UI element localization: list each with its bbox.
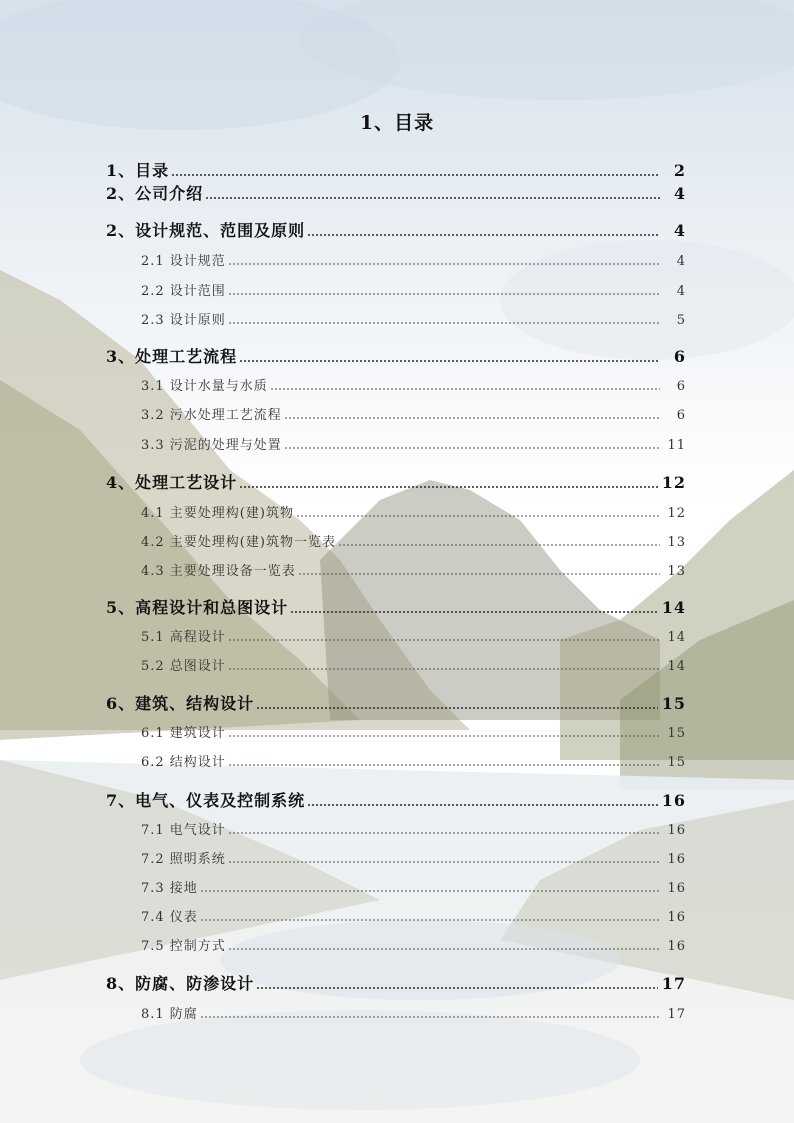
toc-entry-label: 4.3 主要处理设备一览表 [141, 564, 296, 579]
toc-section-entry[interactable] [141, 502, 686, 521]
toc-page-number: 16 [661, 791, 686, 810]
toc-entry-label: 4、处理工艺设计 [106, 473, 238, 492]
toc-entry-label: 7.3 接地 [141, 881, 198, 896]
toc-chapter-entry[interactable] [106, 218, 686, 241]
toc-page-number: 4 [676, 284, 686, 299]
toc-section-entry[interactable] [141, 935, 686, 954]
toc-entry-label: 2、设计规范、范围及原则 [106, 221, 306, 240]
toc-dot-leader [290, 595, 658, 618]
toc-page-number: 5 [676, 313, 686, 328]
toc-chapter-entry[interactable] [106, 344, 686, 367]
toc-dot-leader [228, 309, 660, 328]
toc-section-entry[interactable] [141, 655, 686, 674]
toc-entry-label: 3.2 污水处理工艺流程 [141, 408, 282, 423]
toc-entry-label: 6、建筑、结构设计 [106, 694, 255, 713]
toc-page-number: 12 [661, 473, 686, 492]
toc-entry-label: 4.2 主要处理构(建)筑物一览表 [141, 535, 336, 550]
toc-page-number: 13 [667, 535, 686, 550]
toc-entry-label: 7.1 电气设计 [141, 823, 226, 838]
toc-entry-label: 2、公司介绍 [106, 184, 204, 203]
toc-page-number: 6 [673, 347, 686, 366]
toc-dot-leader [228, 848, 660, 867]
toc-section-entry[interactable] [141, 280, 686, 299]
toc-entry-label: 7.4 仪表 [141, 910, 198, 925]
toc-dot-leader [239, 344, 660, 367]
toc-page-number: 16 [667, 881, 686, 896]
toc-dot-leader [200, 877, 660, 896]
toc-section-entry[interactable] [141, 819, 686, 838]
toc-dot-leader [228, 819, 660, 838]
toc-section-entry[interactable] [141, 250, 686, 269]
toc-dot-leader [284, 404, 660, 423]
toc-page-number: 6 [676, 379, 686, 394]
toc-chapter-entry[interactable] [106, 181, 686, 204]
toc-entry-label: 7.2 照明系统 [141, 852, 226, 867]
toc-section-entry[interactable] [141, 877, 686, 896]
toc-section-entry[interactable] [141, 404, 686, 423]
toc-chapter-entry[interactable] [106, 595, 686, 618]
toc-section-entry[interactable] [141, 375, 686, 394]
toc-dot-leader [256, 691, 658, 714]
toc-chapter-entry[interactable] [106, 788, 686, 811]
toc-dot-leader [256, 971, 658, 994]
toc-entry-label: 5、高程设计和总图设计 [106, 598, 289, 617]
toc-chapter-entry[interactable] [106, 158, 686, 181]
toc-entry-label: 1、目录 [106, 161, 170, 180]
toc-entry-label: 4.1 主要处理构(建)筑物 [141, 506, 294, 521]
toc-dot-leader [270, 375, 660, 394]
toc-page-number: 16 [667, 852, 686, 867]
toc-section-entry[interactable] [141, 626, 686, 645]
toc-page-number: 13 [667, 564, 686, 579]
toc-page-number: 2 [673, 161, 686, 180]
toc-dot-leader [228, 751, 660, 770]
toc-section-entry[interactable] [141, 722, 686, 741]
toc-page-number: 15 [661, 694, 686, 713]
toc-entry-label: 2.3 设计原则 [141, 313, 226, 328]
toc-chapter-entry[interactable] [106, 971, 686, 994]
toc-page-number: 11 [667, 438, 686, 453]
toc-section-entry[interactable] [141, 751, 686, 770]
toc-page-number: 14 [667, 630, 686, 645]
toc-dot-leader [228, 626, 660, 645]
toc-dot-leader [307, 218, 660, 241]
toc-page-number: 17 [661, 974, 686, 993]
toc-page-number: 15 [667, 755, 686, 770]
toc-dot-leader [228, 280, 660, 299]
toc-entry-label: 2.2 设计范围 [141, 284, 226, 299]
toc-dot-leader [200, 1003, 660, 1022]
toc-entry-label: 5.2 总图设计 [141, 659, 226, 674]
toc-dot-leader [298, 560, 660, 579]
toc-section-entry[interactable] [141, 560, 686, 579]
toc-section-entry[interactable] [141, 848, 686, 867]
toc-dot-leader [284, 434, 660, 453]
toc-dot-leader [228, 250, 660, 269]
toc-section-entry[interactable] [141, 1003, 686, 1022]
toc-dot-leader [228, 722, 660, 741]
page-title: 1、目录 [359, 112, 435, 134]
toc-section-entry[interactable] [141, 434, 686, 453]
toc-entry-label: 6.1 建筑设计 [141, 726, 226, 741]
toc-page-number: 16 [667, 823, 686, 838]
toc-section-entry[interactable] [141, 906, 686, 925]
toc-page-number: 17 [667, 1007, 686, 1022]
toc-dot-leader [239, 470, 658, 493]
toc-entry-label: 8.1 防腐 [141, 1007, 198, 1022]
toc-dot-leader [205, 181, 660, 204]
toc-chapter-entry[interactable] [106, 470, 686, 493]
toc-page-number: 16 [667, 910, 686, 925]
toc-page-number: 14 [661, 598, 686, 617]
toc-entry-label: 2.1 设计规范 [141, 254, 226, 269]
toc-entry-label: 7.5 控制方式 [141, 939, 226, 954]
toc-entry-label: 6.2 结构设计 [141, 755, 226, 770]
toc-page-number: 4 [676, 254, 686, 269]
toc-chapter-entry[interactable] [106, 691, 686, 714]
toc-section-entry[interactable] [141, 531, 686, 550]
toc-page-number: 6 [676, 408, 686, 423]
toc-page-number: 4 [673, 221, 686, 240]
toc-entry-label: 3.3 污泥的处理与处置 [141, 438, 282, 453]
toc-entry-label: 3.1 设计水量与水质 [141, 379, 268, 394]
toc-dot-leader [171, 158, 660, 181]
toc-page-number: 4 [673, 184, 686, 203]
toc-dot-leader [338, 531, 660, 550]
toc-dot-leader [228, 655, 660, 674]
toc-dot-leader [296, 502, 660, 521]
toc-dot-leader [200, 906, 660, 925]
toc-entry-label: 3、处理工艺流程 [106, 347, 238, 366]
toc-page-number: 15 [667, 726, 686, 741]
toc-page-number: 16 [667, 939, 686, 954]
toc-page-number: 14 [667, 659, 686, 674]
toc-entry-label: 8、防腐、防渗设计 [106, 974, 255, 993]
toc-section-entry[interactable] [141, 309, 686, 328]
toc-dot-leader [228, 935, 660, 954]
toc-entry-label: 7、电气、仪表及控制系统 [106, 791, 306, 810]
toc-entry-label: 5.1 高程设计 [141, 630, 226, 645]
toc-dot-leader [307, 788, 658, 811]
toc-page-number: 12 [667, 506, 686, 521]
